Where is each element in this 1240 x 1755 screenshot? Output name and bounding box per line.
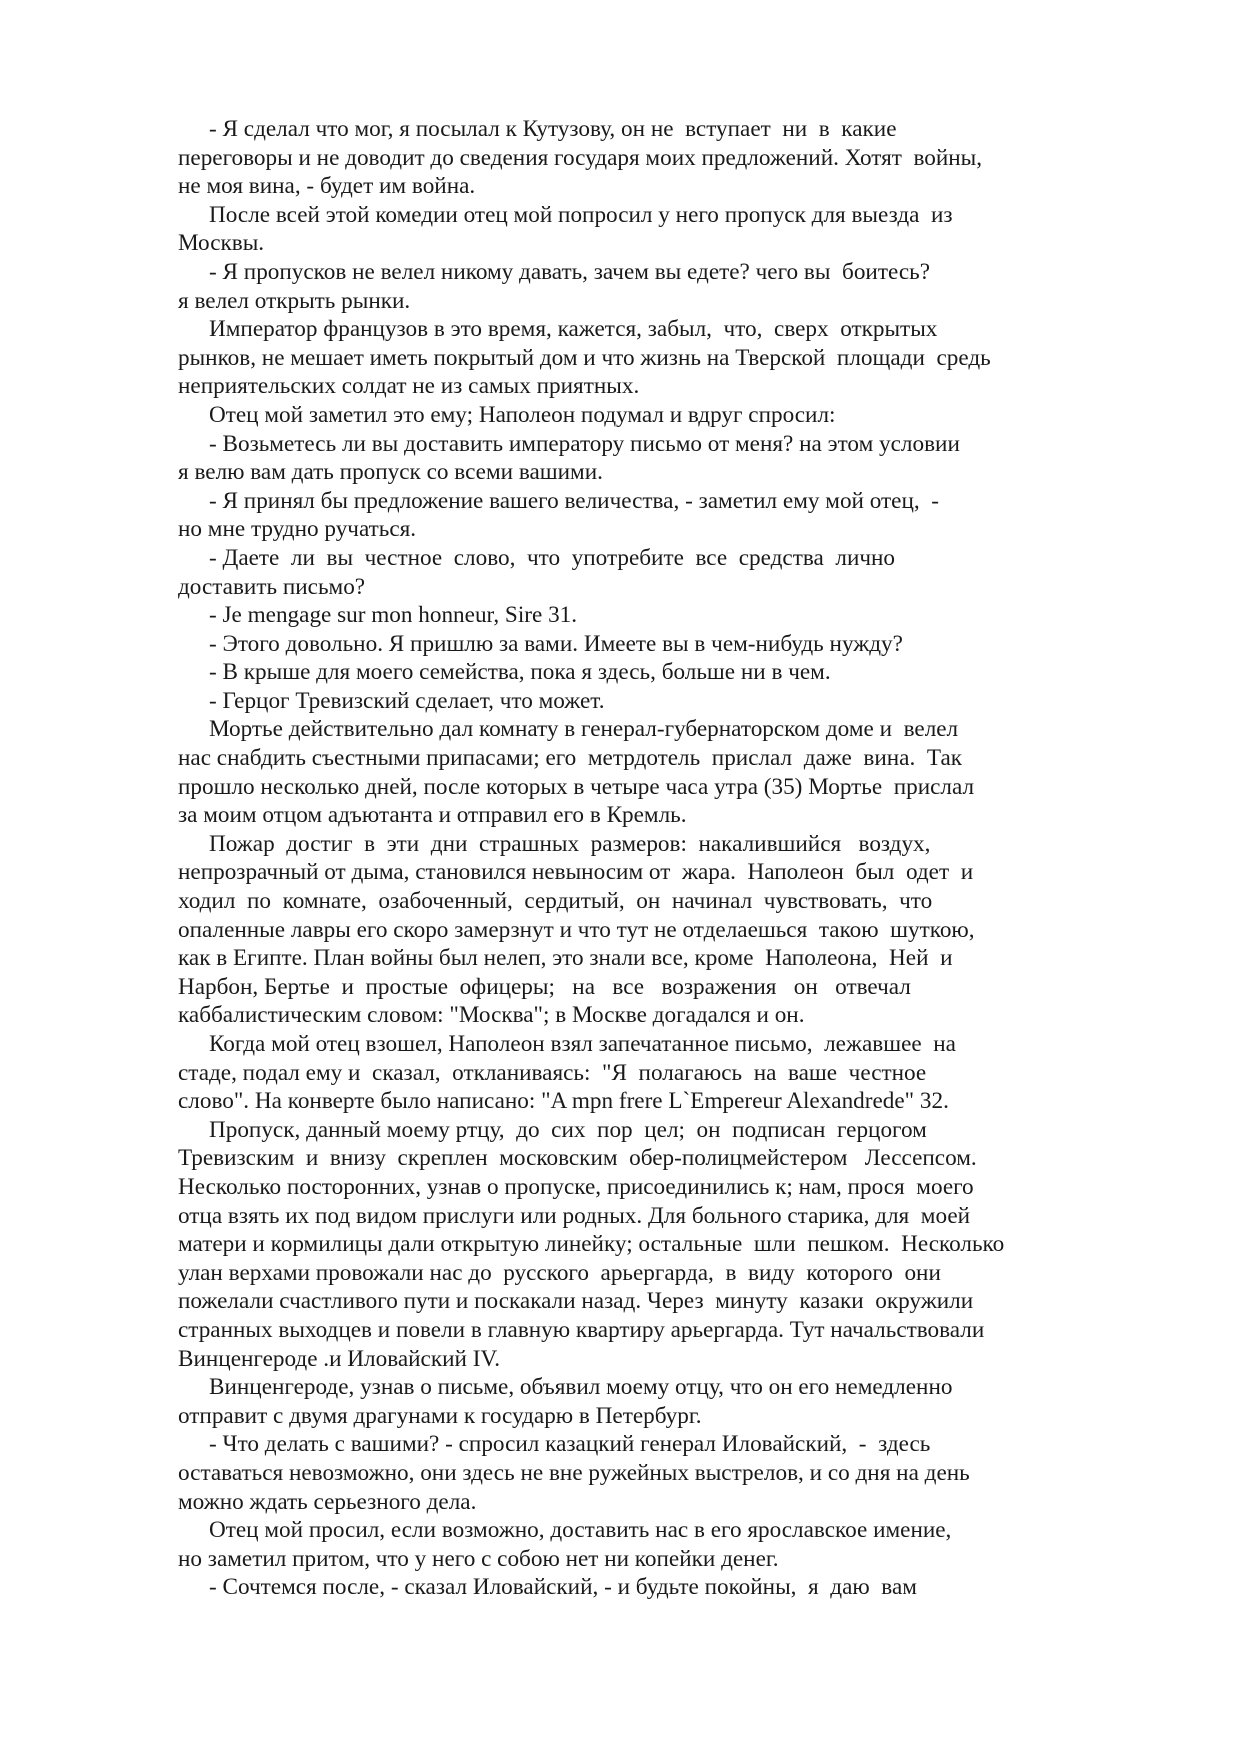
text-line: непрозрачный от дыма, становился невыносим от жара. Наполеон был одет и [178, 859, 974, 886]
text-line: Император французов в это время, кажется, забыл, что, сверх открытых [209, 316, 938, 343]
text-line: - Я принял бы предложение вашего величества, - заметил ему мой отец, - [209, 487, 939, 514]
text-line: Пропуск, данный моему ртцу, до сих пор цел; он подписан герцогом [209, 1116, 927, 1143]
document-text-body [178, 115, 1078, 1602]
text-line: - Возьметесь ли вы доставить императору письмо от меня? на этом условии [209, 430, 960, 457]
text-line: - Этого довольно. Я пришлю за вами. Имеете вы в чем-нибудь нужду? [209, 630, 903, 657]
text-line: - Герцог Тревизский сделает, что может. [209, 687, 605, 714]
text-line: - Даете ли вы честное слово, что употребите все средства лично [209, 544, 896, 571]
text-line: слово". На конверте было написано: "A mpn frere L`Empereur Alexandrede" 32. [178, 1088, 949, 1115]
text-line: матери и кормилицы дали открытую линейку; остальные шли пешком. Несколько [178, 1231, 1005, 1258]
text-line: отправит с двумя драгунами к государю в Петербург. [178, 1402, 702, 1429]
text-line: можно ждать серьезного дела. [178, 1488, 477, 1515]
text-line: - Что делать с вашими? - спросил казацкий генерал Иловайский, - здесь [209, 1431, 931, 1458]
text-line: но мне трудно ручаться. [178, 516, 417, 543]
text-line: - В крыше для моего семейства, пока я здесь, больше ни в чем. [209, 659, 831, 686]
text-line: - Я пропусков не велел никому давать, зачем вы едете? чего вы боитесь? [209, 258, 930, 285]
text-line: Когда мой отец взошел, Наполеон взял запечатанное письмо, лежавшее на [209, 1031, 956, 1057]
text-line: я велю вам дать пропуск со всеми вашими. [178, 459, 603, 486]
text-line: Несколько посторонних, узнав о пропуске, присоединились к; нам, прося моего [178, 1173, 974, 1200]
text-line: рынков, не мешает иметь покрытый дом и что жизнь на Тверской площади средь [178, 344, 991, 371]
text-line: Нарбон, Бертье и простые офицеры; на все возражения он отвечал [178, 973, 911, 1000]
text-line: оставаться невозможно, они здесь не вне ружейных выстрелов, и со дня на день [178, 1459, 970, 1486]
text-line: переговоры и не доводит до сведения государя моих предложений. Хотят войны, [178, 144, 983, 171]
text-line: Отец мой заметил это ему; Наполеон подумал и вдруг спросил: [209, 401, 836, 428]
text-line: каббалистическим словом: "Москва"; в Москве догадался и он. [178, 1002, 805, 1029]
text-line: прошло несколько дней, после которых в четыре часа утра (35) Мортье прислал [178, 773, 975, 800]
text-line: - Я сделал что мог, я посылал к Кутузову, он не вступает ни в какие [209, 116, 897, 142]
text-line: - Je mengage sur mon honneur, Sire 31. [209, 602, 578, 629]
text-line: странных выходцев и повели в главную квартиру арьергарда. Тут начальствовали [178, 1316, 985, 1343]
text-line: отца взять их под видом прислуги или родных. Для больного старика, для моей [178, 1202, 971, 1229]
text-line: ходил по комнате, озабоченный, сердитый, он начинал чувствовать, что [178, 888, 933, 915]
text-line: Москвы. [178, 230, 265, 257]
text-line: После всей этой комедии отец мой попросил у него пропуск для выезда из [209, 201, 953, 228]
text-line: пожелали счастливого пути и поскакали назад. Через минуту казаки окружили [178, 1288, 974, 1315]
text-line: не моя вина, - будет им война. [178, 173, 476, 200]
text-line: доставить письмо? [178, 573, 366, 600]
text-line: Отец мой просил, если возможно, доставить нас в его ярославское имение, [209, 1517, 952, 1544]
text-line: Винценгероде, узнав о письме, объявил моему отцу, что он его немедленно [209, 1374, 953, 1401]
text-line: Винценгероде .и Иловайский IV. [178, 1345, 500, 1372]
text-line: неприятельских солдат не из самых приятных. [178, 373, 640, 400]
text-line: как в Египте. План войны был нелеп, это знали все, кроме Наполеона, Ней и [178, 945, 953, 972]
text-line: Тревизским и внизу скреплен московским обер-полицмейстером Лессепсом. [178, 1145, 977, 1172]
text-line: нас снабдить съестными припасами; его метрдотель прислал даже вина. Так [178, 745, 963, 772]
text-line: Мортье действительно дал комнату в генерал-губернаторском доме и велел [209, 716, 959, 743]
text-line: - Сочтемся после, - сказал Иловайский, - и будьте покойны, я даю вам [209, 1574, 917, 1601]
text-line: я велел открыть рынки. [178, 287, 411, 314]
text-line: но заметил притом, что у него с собою нет ни копейки денег. [178, 1545, 779, 1572]
text-line: за моим отцом адъютанта и отправил его в Кремль. [178, 802, 687, 829]
text-line: Пожар достиг в эти дни страшных размеров: накалившийся воздух, [209, 830, 931, 857]
text-line: улан верхами провожали нас до русского арьергарда, в виду которого они [178, 1259, 941, 1286]
text-line: стаде, подал ему и сказал, откланиваясь: "Я полагаюсь на ваше честное [178, 1059, 927, 1086]
text-line: опаленные лавры его скоро замерзнут и что тут не отделаешься такою шуткою, [178, 916, 975, 943]
